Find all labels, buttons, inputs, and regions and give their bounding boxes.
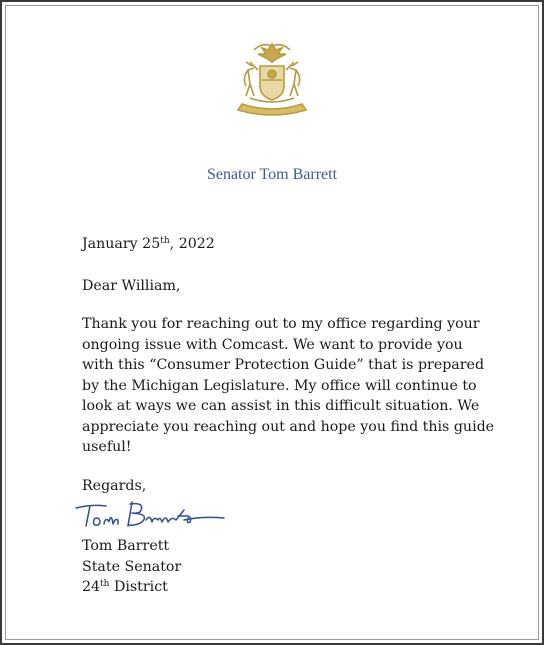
body-line: appreciate you reaching out and hope you find this guide: [82, 418, 495, 435]
body-line: by the Michigan Legislature. My office will continue to: [82, 377, 477, 394]
body-line: look at ways we can assist in this difficult situation. We: [82, 398, 480, 414]
signer-title: State Senator: [82, 558, 182, 575]
salutation: Dear William,: [82, 278, 181, 294]
signer-name: Tom Barrett: [82, 538, 170, 554]
signature-block: [82, 536, 482, 598]
district-number: 24: [82, 579, 101, 595]
letter-body: [82, 314, 495, 458]
date-suffix: th: [160, 236, 170, 246]
district-word: District: [109, 579, 168, 595]
body-line: useful!: [82, 439, 132, 455]
letter-date: [82, 234, 482, 255]
body-line: ongoing issue with Comcast. We want to provide you: [82, 336, 463, 353]
body-line: Thank you for reaching out to my office regarding your: [82, 316, 480, 332]
handwritten-signature: [72, 496, 232, 534]
closing: Regards,: [82, 478, 147, 494]
michigan-state-seal-icon: [232, 40, 312, 122]
date-main: January 25: [82, 236, 161, 252]
body-line: with this “Consumer Protection Guide” that is prepared: [82, 357, 485, 373]
district-suffix: th: [100, 579, 110, 589]
sender-name: Senator Tom Barrett: [206, 166, 338, 183]
date-year: , 2022: [169, 236, 215, 252]
signer-district: [82, 577, 482, 598]
